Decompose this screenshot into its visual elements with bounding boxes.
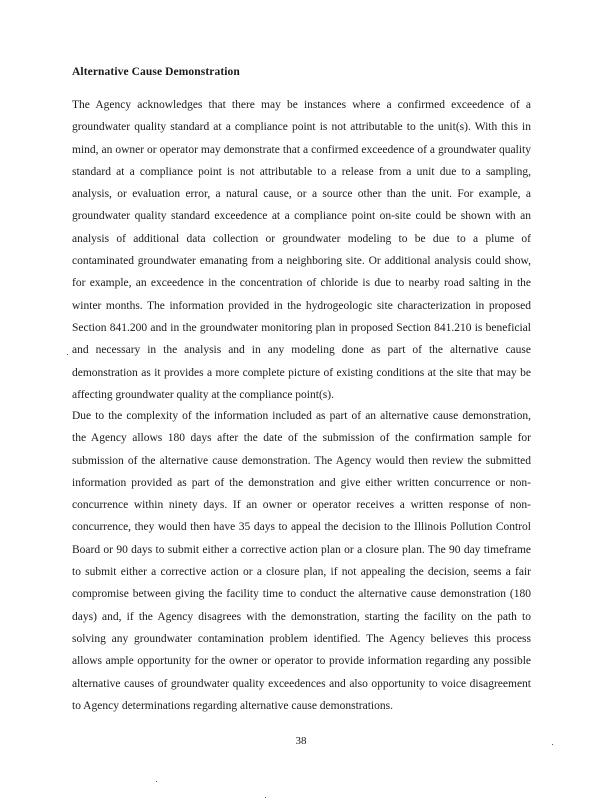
page-number: 38	[295, 735, 307, 747]
scan-speck	[67, 354, 68, 355]
scan-speck	[265, 797, 266, 798]
paragraph-alternative-cause-overview: The Agency acknowledges that there may be instances where a confirmed exceedence of a groundwater quality standard at a compliance point is not attributable to the unit(s). With this in mind, an owner or operator may demonstrate that a confirmed exceedence of a groundwater quality standard at a compliance point is not attributable to a release from a unit due to a sampling, analysis, or evaluation error, a natural cause, or a source other than the unit. For example, a groundwater quality standard exceedence at a compliance point on-site could be shown with an analysis of additional data collection or groundwater modeling to be due to a plume of contaminated groundwater emanating from a neighboring site. Or additional analysis could show, for example, an exceedence in the concentration of chloride is due to nearby road salting in the winter months. The information provided in the hydrogeologic site characterization in proposed Section 841.200 and in the groundwater monitoring plan in proposed Section 841.210 is beneficial and necessary in the analysis and in any modeling done as part of the alternative cause demonstration as it provides a more complete picture of existing conditions at the site that may be affecting groundwater quality at the compliance point(s).	[72, 99, 531, 401]
scan-speck	[552, 744, 553, 745]
section-heading: Alternative Cause Demonstration	[72, 66, 240, 78]
paragraph-review-timeline: Due to the complexity of the information included as part of an alternative cause demonstration, the Agency allows 180 days after the date of the submission of the confirmation sample for submission of the alternative cause demonstration. The Agency would then review the submitted information provided as part of the demonstration and give either written concurrence or non-concurrence within ninety days. If an owner or operator receives a written response of non-concurrence, they would then have 35 days to appeal the decision to the Illinois Pollution Control Board or 90 days to submit either a corrective action plan or a closure plan. The 90 day timeframe to submit either a corrective action or a closure plan, if not appealing the decision, seems a fair compromise between giving the facility time to conduct the alternative cause demonstration (180 days) and, if the Agency disagrees with the demonstration, starting the facility on the path to solving any groundwater contamination problem identified. The Agency believes this process allows ample opportunity for the owner or operator to provide information regarding any possible alternative causes of groundwater quality exceedences and also opportunity to voice disagreement to Agency determinations regarding alternative cause demonstrations.	[72, 410, 531, 712]
scan-speck	[156, 781, 157, 782]
